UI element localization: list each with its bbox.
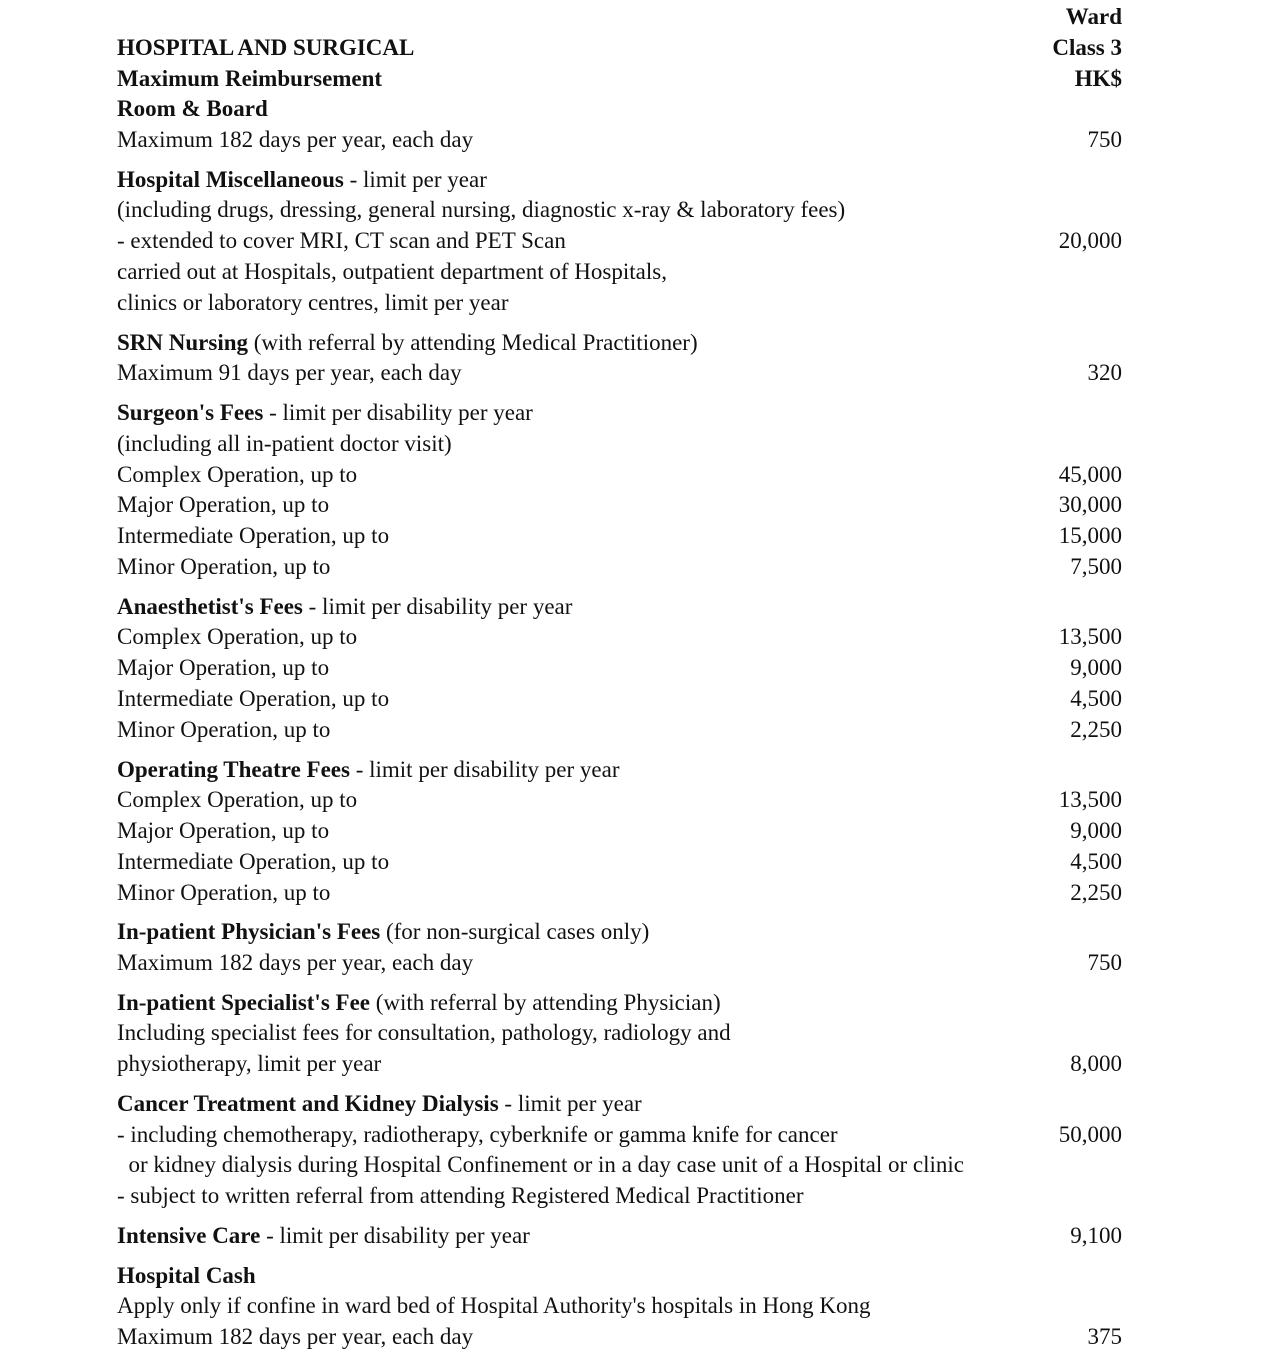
theatre-row-label: Minor Operation, up to: [117, 880, 331, 905]
anaesthetist-row-label: Complex Operation, up to: [117, 624, 358, 649]
cash-line-2: Maximum 182 days per year, each day: [117, 1324, 474, 1349]
surgeon-row-label: Intermediate Operation, up to: [117, 523, 390, 548]
physician-heading-line: [117, 918, 649, 946]
anaesthetist-row-label: Minor Operation, up to: [117, 717, 331, 742]
cancer-heading-line: [117, 1090, 642, 1118]
cancer-line-3: - subject to written referral from attending Registered Medical Practitioner: [117, 1183, 804, 1208]
specialist-line-2: physiotherapy, limit per year: [117, 1051, 382, 1076]
anaesthetist-row-value: 9,000: [1070, 655, 1122, 680]
intensive-suffix: - limit per disability per year: [260, 1223, 530, 1248]
anaesthetist-suffix: - limit per disability per year: [302, 594, 573, 619]
anaesthetist-row-label: Intermediate Operation, up to: [117, 686, 390, 711]
surgeon-suffix: - limit per disability per year: [263, 400, 533, 425]
column-header-class: Class 3: [1052, 35, 1122, 60]
srn-nursing-heading-line: [117, 329, 698, 357]
room-board-description: Maximum 182 days per year, each day: [117, 127, 474, 152]
specialist-heading-line: [117, 989, 721, 1017]
hospital-misc-heading-line: [117, 166, 487, 194]
column-header-ward: Ward: [1065, 4, 1122, 29]
anaesthetist-row-value: 4,500: [1070, 686, 1122, 711]
column-header-currency: HK$: [1074, 66, 1122, 91]
theatre-row-label: Intermediate Operation, up to: [117, 849, 390, 874]
specialist-suffix: (with referral by attending Physician): [370, 990, 721, 1015]
room-board-value: 750: [1087, 127, 1122, 152]
surgeon-row-label: Minor Operation, up to: [117, 554, 331, 579]
cash-line-1: Apply only if confine in ward bed of Hospital Authority's hospitals in Hong Kong: [117, 1293, 871, 1318]
hospital-misc-line-1: (including drugs, dressing, general nursing, diagnostic x-ray & laboratory fees): [117, 197, 846, 222]
page-subtitle: Maximum Reimbursement: [117, 66, 383, 91]
surgeon-row-label: Major Operation, up to: [117, 492, 330, 517]
theatre-row-label: Major Operation, up to: [117, 818, 330, 843]
theatre-suffix: - limit per disability per year: [349, 757, 620, 782]
theatre-row-label: Complex Operation, up to: [117, 787, 358, 812]
surgeon-row-label: Complex Operation, up to: [117, 462, 358, 487]
anaesthetist-row-value: 13,500: [1058, 624, 1122, 649]
hospital-misc-suffix: - limit per year: [343, 167, 487, 192]
intensive-value: 9,100: [1070, 1223, 1122, 1248]
surgeon-heading: Surgeon's Fees: [117, 400, 264, 425]
surgeon-row-value: 7,500: [1070, 554, 1122, 579]
intensive-heading-line: [117, 1222, 530, 1250]
srn-nursing-heading: SRN Nursing: [117, 330, 249, 355]
hospital-misc-heading: Hospital Miscellaneous: [117, 167, 344, 192]
cancer-heading: Cancer Treatment and Kidney Dialysis: [117, 1091, 499, 1116]
cancer-suffix: - limit per year: [498, 1091, 642, 1116]
hospital-misc-line-2: - extended to cover MRI, CT scan and PET Scan: [117, 228, 566, 253]
hospital-misc-value: 20,000: [1058, 228, 1122, 253]
anaesthetist-row-value: 2,250: [1070, 717, 1122, 742]
theatre-heading-line: [117, 756, 619, 784]
srn-nursing-value: 320: [1087, 360, 1122, 385]
surgeon-note: (including all in-patient doctor visit): [117, 431, 452, 456]
theatre-row-value: 13,500: [1058, 787, 1122, 812]
anaesthetist-row-label: Major Operation, up to: [117, 655, 330, 680]
hospital-misc-line-4: clinics or laboratory centres, limit per year: [117, 290, 509, 315]
specialist-line-1: Including specialist fees for consultation, pathology, radiology and: [117, 1020, 731, 1045]
srn-nursing-suffix: (with referral by attending Medical Practitioner): [248, 330, 698, 355]
intensive-heading: Intensive Care: [117, 1223, 261, 1248]
room-board-heading: Room & Board: [117, 96, 268, 121]
physician-description: Maximum 182 days per year, each day: [117, 950, 474, 975]
srn-nursing-description: Maximum 91 days per year, each day: [117, 360, 462, 385]
cash-heading: Hospital Cash: [117, 1263, 256, 1288]
surgeon-row-value: 30,000: [1058, 492, 1122, 517]
theatre-row-value: 4,500: [1070, 849, 1122, 874]
cash-value: 375: [1087, 1324, 1122, 1349]
anaesthetist-heading-line: [117, 593, 572, 621]
page-title: HOSPITAL AND SURGICAL: [117, 35, 415, 60]
theatre-row-value: 2,250: [1070, 880, 1122, 905]
surgeon-heading-line: [117, 399, 533, 427]
theatre-row-value: 9,000: [1070, 818, 1122, 843]
specialist-heading: In-patient Specialist's Fee: [117, 990, 370, 1015]
cancer-value: 50,000: [1058, 1122, 1122, 1147]
theatre-heading: Operating Theatre Fees: [117, 757, 350, 782]
physician-suffix: (for non-surgical cases only): [380, 919, 650, 944]
physician-value: 750: [1087, 950, 1122, 975]
hospital-misc-line-3: carried out at Hospitals, outpatient department of Hospitals,: [117, 259, 667, 284]
cancer-line-2: or kidney dialysis during Hospital Confinement or in a day case unit of a Hospital or clinic: [117, 1152, 964, 1177]
cancer-line-1: - including chemotherapy, radiotherapy, cyberknife or gamma knife for cancer: [117, 1122, 838, 1147]
specialist-value: 8,000: [1070, 1051, 1122, 1076]
physician-heading: In-patient Physician's Fees: [117, 919, 381, 944]
surgeon-row-value: 45,000: [1058, 462, 1122, 487]
surgeon-row-value: 15,000: [1058, 523, 1122, 548]
anaesthetist-heading: Anaesthetist's Fees: [117, 594, 303, 619]
